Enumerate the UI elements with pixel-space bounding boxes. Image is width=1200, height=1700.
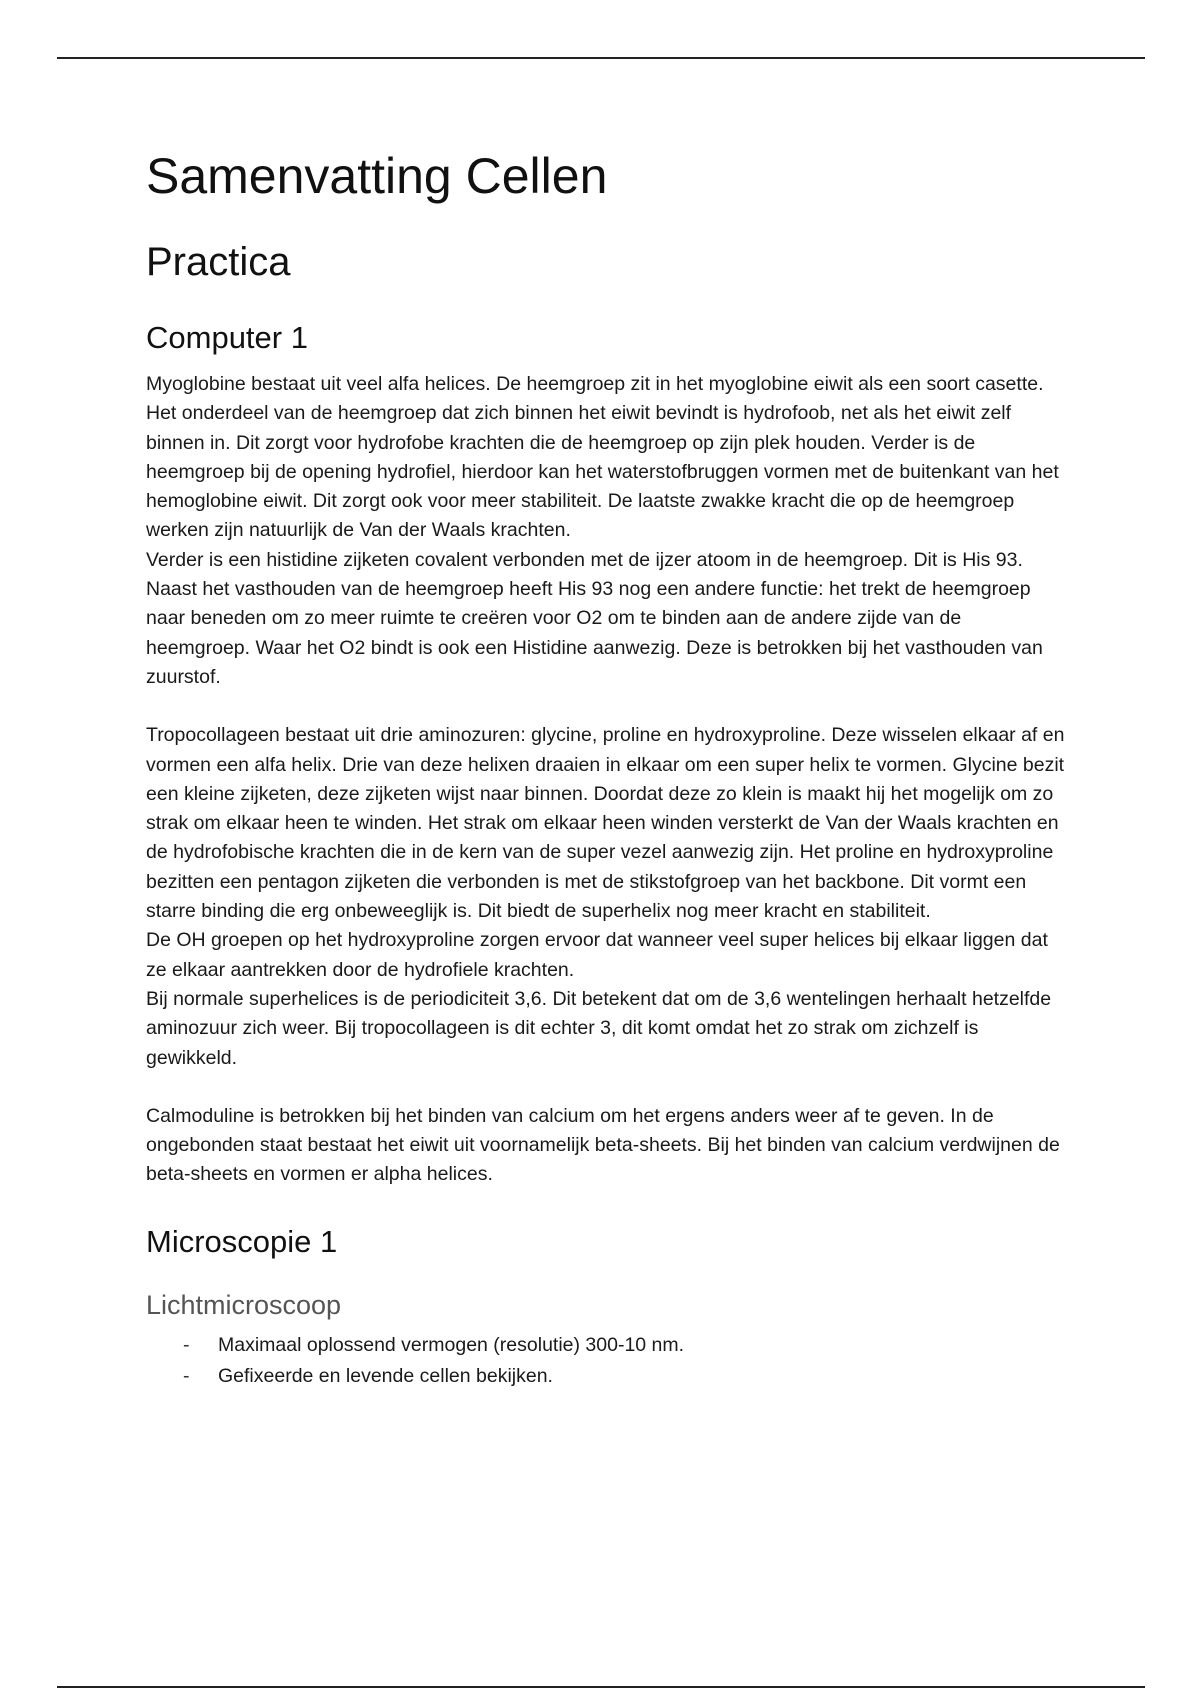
list-item [146, 1330, 1066, 1361]
document-body [146, 140, 1066, 1392]
paragraph-myoglobine: Myoglobine bestaat uit veel alfa helices. De heemgroep zit in het myoglobine eiwit als een soort casette. Het onderdeel van de heemgroep dat zich binnen het eiwit bevindt is hydrofoob, net als het eiwit zelf binnen in. Dit zorgt voor hydrofobe krachten die de heemgroep op zijn plek houden. Verder is de heemgroep bij de opening hydrofiel, hierdoor kan het waterstofbruggen vormen met de buitenkant van het hemoglobine eiwit. Dit zorgt ook voor meer stabiliteit. De laatste zwakke kracht die op de heemgroep werken zijn natuurlijk de Van der Waals krachten. [146, 373, 1059, 542]
bullet-list [146, 1330, 1066, 1392]
bullet-dash: - [183, 1333, 190, 1356]
document-title: Samenvatting Cellen [146, 148, 608, 204]
paragraph-periodiciteit: Bij normale superhelices is de periodiciteit 3,6. Dit betekent dat om de 3,6 wentelingen herhaalt hetzelfde aminozuur zich weer. Bij tropocollageen is dit echter 3, dit komt omdat het zo strak om zichzelf is gewikkeld. [146, 987, 1052, 1069]
paragraph-oh-groepen: De OH groepen op het hydroxyproline zorgen ervoor dat wanneer veel super helices bij elkaar liggen dat ze elkaar aantrekken door de hydrofiele krachten. [146, 929, 1048, 981]
top-rule [57, 57, 1145, 59]
paragraph-histidine: Verder is een histidine zijketen covalent verbonden met de ijzer atoom in de heemgroep. Dit is His 93. [146, 548, 1023, 571]
bottom-rule [57, 1686, 1145, 1688]
paragraph-his93: Naast het vasthouden van de heemgroep heeft His 93 nog een andere functie: het trekt de heemgroep naar beneden om zo meer ruimte te creëren voor O2 om te binden aan de andere zijde van de heemgroep. Waar het O2 bindt is ook een Histidine aanwezig. Deze is betrokken bij het vasthouden van zuurstof. [146, 578, 1043, 688]
list-item-text: Gefixeerde en levende cellen bekijken. [218, 1364, 553, 1387]
list-item [146, 1361, 1066, 1392]
paragraph-tropocollageen: Tropocollageen bestaat uit drie aminozuren: glycine, proline en hydroxyproline. Deze wisselen elkaar af en vormen een alfa helix. Drie van deze helixen draaien in elkaar om een super helix te vormen. Glycine bezit een kleine zijketen, deze zijketen wijst naar binnen. Doordat deze zo klein is maakt hij het mogelijk om zo strak om elkaar heen te winden. Het strak om elkaar heen winden versterkt de Van der Waals krachten en de hydrofobische krachten die in de kern van de super vezel aanwezig zijn. Het proline en hydroxyproline bezitten een pentagon zijketen die verbonden is met de stikstofgroep van het backbone. Dit vormt een starre binding die erg onbeweeglijk is. Dit biedt de superhelix nog meer kracht en stabiliteit. [146, 724, 1065, 923]
list-item-text: Maximaal oplossend vermogen (resolutie) 300-10 nm. [218, 1333, 685, 1356]
bullet-dash: - [183, 1364, 190, 1387]
subsection-heading-microscopie: Microscopie 1 [146, 1223, 338, 1259]
subheading-lichtmicroscoop: Lichtmicroscoop [146, 1289, 342, 1320]
section-heading-practica: Practica [146, 240, 291, 284]
paragraph-calmoduline: Calmoduline is betrokken bij het binden van calcium om het ergens anders weer af te geven. In de ongebonden staat bestaat het eiwit uit voornamelijk beta-sheets. Bij het binden van calcium verdwijnen de beta-sheets en vormen er alpha helices. [146, 1104, 1060, 1186]
subsection-heading-computer: Computer 1 [146, 320, 308, 355]
